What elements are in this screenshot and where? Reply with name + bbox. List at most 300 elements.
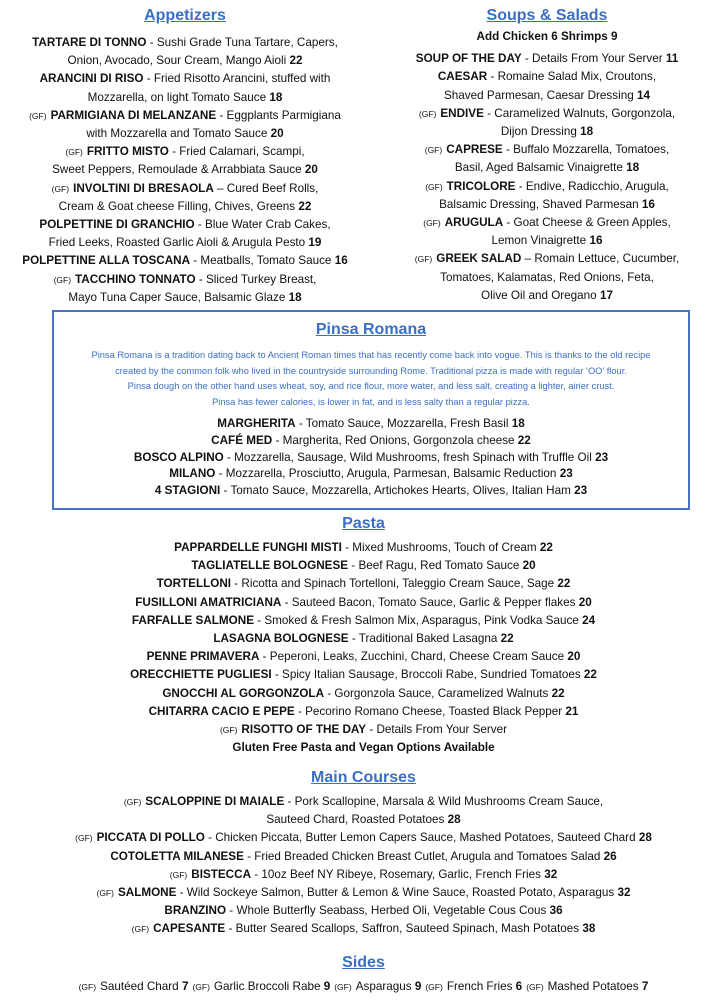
gluten-free-tag: (GF) (424, 145, 443, 156)
menu-item-line (372, 141, 722, 159)
menu-item-line (0, 666, 727, 684)
menu-item-name: INVOLTINI DI BRESAOLA (73, 181, 214, 195)
menu-item (0, 848, 727, 866)
menu-item-description: Goat Cheese & Green Apples, (513, 216, 671, 230)
menu-item-name: RISOTTO OF THE DAY (241, 723, 367, 737)
menu-item-price: 23 (595, 450, 609, 464)
menu-item-description: Spicy Italian Sausage, Broccoli Rabe, Sundried Tomatoes (282, 668, 581, 682)
menu-item (372, 214, 722, 250)
pinsa-romana-box (52, 310, 690, 510)
menu-item-description: Mixed Mushrooms, Touch of Cream (352, 541, 537, 554)
menu-item-separator: - (503, 216, 514, 230)
menu-item-description: Caramelized Walnuts, Gorgonzola, (494, 106, 676, 120)
menu-item (10, 107, 360, 143)
menu-item-price: 23 (574, 484, 588, 498)
menu-item-description: Mayo Tuna Caper Sauce, Balsamic Glaze (68, 290, 286, 304)
menu-item-price: 22 (551, 686, 565, 700)
menu-item-name: GREEK SALAD (436, 252, 522, 266)
pinsa-description (60, 348, 682, 410)
menu-item-description: Buffalo Mozzarella, Tomatoes, (513, 143, 670, 157)
menu-item-line (372, 232, 722, 250)
menu-item-price: 22 (539, 541, 553, 554)
pasta-section (0, 514, 727, 757)
pasta-list (0, 539, 727, 739)
pinsa-desc-line: Pinsa has fewer calories, is lower in fat, and is less salty than a regular pizza. (212, 396, 530, 407)
gluten-free-tag: (GF) (65, 147, 83, 158)
gluten-free-tag: (GF) (425, 982, 443, 992)
pinsa-desc-line: Pinsa dough on the other hand uses wheat, soy, and rice flour, more water, and less salt, creating a lighter, airier crust. (127, 381, 615, 391)
appetizers-heading: Appetizers (144, 7, 226, 24)
menu-item-price: 18 (580, 125, 594, 139)
menu-item-description: Ricotta and Spinach Tortelloni, Taleggio Cream Sauce, Sage (241, 577, 555, 591)
menu-item-separator: - (483, 106, 495, 120)
menu-item (10, 180, 360, 216)
menu-item-description: Sushi Grade Tuna Tartare, Capers, (156, 36, 338, 49)
menu-item-price: 22 (583, 668, 597, 682)
menu-item-description: Gorgonzola Sauce, Caramelized Walnuts (334, 686, 549, 700)
gluten-free-tag: (GF) (123, 797, 142, 807)
menu-item-price: 20 (578, 595, 592, 609)
menu-item-price: 32 (544, 867, 558, 881)
menu-item (10, 70, 360, 106)
menu-item-separator: – (213, 181, 227, 195)
menu-item-separator: - (216, 108, 227, 122)
menu-item-line (10, 70, 360, 88)
menu-item-name: BRANZINO (164, 904, 227, 918)
gluten-free-tag: (GF) (192, 982, 210, 992)
menu-item (0, 829, 727, 847)
menu-item-price: 20 (304, 163, 318, 177)
menu-item-separator: - (223, 450, 235, 464)
menu-item-description: Meatballs, Tomato Sauce (200, 254, 332, 268)
menu-item-line (372, 159, 722, 177)
menu-item-name: COTOLETTA MILANESE (110, 849, 244, 863)
menu-item (0, 539, 727, 557)
pinsa-list (54, 416, 688, 500)
gluten-free-tag: (GF) (169, 869, 188, 880)
menu-item-line (372, 87, 722, 105)
menu-item (0, 793, 727, 829)
menu-item-line (0, 721, 727, 739)
menu-item-separator: - (295, 417, 306, 430)
menu-item-line (10, 234, 360, 252)
menu-item (0, 648, 727, 666)
menu-item-line (10, 125, 360, 143)
menu-item-name: SOUP OF THE DAY (415, 52, 522, 66)
menu-item-description: Eggplants Parmigiana (226, 108, 341, 122)
menu-item (0, 703, 727, 721)
gluten-free-tag: (GF) (219, 725, 238, 736)
menu-item-separator: - (168, 145, 180, 159)
menu-item-description: Onion, Avocado, Sour Cream, Mango Aioli (67, 54, 287, 68)
menu-item-price: 14 (636, 88, 650, 102)
menu-item (0, 685, 727, 703)
menu-item-line (10, 252, 360, 270)
menu-item-line (10, 143, 360, 161)
side-name: French Fries (446, 980, 513, 993)
menu-item-price: 18 (626, 161, 640, 175)
sides-heading: Sides (342, 954, 385, 971)
menu-item-name: ENDIVE (440, 106, 484, 120)
menu-item-line (0, 811, 727, 829)
menu-item-line (10, 271, 360, 289)
menu-item-price: 21 (565, 704, 579, 718)
menu-item-name: ARANCINI DI RISO (39, 72, 144, 86)
menu-item-name: SCALOPPINE DI MAIALE (145, 795, 285, 808)
menu-item-description: Sweet Peppers, Remoulade & Arrabbiata Sauce (52, 163, 302, 177)
menu-item-description: Shaved Parmesan, Caesar Dressing (444, 88, 634, 102)
menu-item-name: 4 STAGIONI (154, 484, 221, 498)
side-item (334, 980, 421, 993)
menu-item-name: CHITARRA CACIO E PEPE (148, 704, 295, 718)
menu-item-separator: - (294, 704, 306, 718)
menu-item-separator: - (194, 218, 205, 232)
menu-item-line (54, 466, 688, 483)
menu-item-description: Lemon Vinaigrette (491, 234, 587, 248)
menu-item-separator: - (487, 70, 498, 84)
menu-item-line (10, 180, 360, 198)
menu-item-price: 18 (288, 290, 302, 304)
menu-item-line (10, 216, 360, 234)
menu-item-price: 19 (308, 236, 322, 250)
menu-item-name: PENNE PRIMAVERA (146, 650, 260, 664)
gluten-free-tag: (GF) (414, 254, 433, 265)
menu-item (0, 575, 727, 593)
menu-item-separator: - (251, 867, 262, 881)
menu-item (0, 721, 727, 739)
menu-item-line (372, 196, 722, 214)
menu-item-description: Tomato Sauce, Mozzarella, Fresh Basil (305, 417, 509, 430)
menu-item-description: Peperoni, Leaks, Zucchini, Chard, Cheese Cream Sauce (269, 650, 565, 664)
menu-item-name: ORECCHIETTE PUGLIESI (130, 668, 272, 682)
menu-item-line (372, 50, 722, 68)
side-item (425, 980, 522, 993)
menu-item-line (0, 612, 727, 630)
pinsa-heading: Pinsa Romana (315, 321, 427, 338)
menu-item-separator: - (225, 922, 236, 936)
menu-item (10, 216, 360, 252)
menu-item-separator: - (515, 179, 526, 193)
pinsa-desc-line: Pinsa Romana is a tradition dating back to Ancient Roman times that has recently come back into vogue. This is thanks to the old recipe (91, 350, 651, 360)
menu-item-price: 18 (511, 417, 525, 430)
menu-item-line (54, 416, 688, 433)
menu-item-price: 23 (559, 467, 573, 481)
side-name: Sautéed Chard (100, 980, 179, 993)
menu-item-description: 10oz Beef NY Ribeye, Rosemary, Garlic, French Fries (261, 867, 541, 881)
menu-item-price: 28 (447, 813, 461, 827)
appetizers-section (10, 6, 360, 307)
side-name: Mashed Potatoes (547, 980, 639, 993)
menu-item-separator: – (521, 252, 535, 266)
menu-item-name: CAFÉ MED (211, 433, 273, 447)
soups-salads-heading: Soups & Salads (486, 7, 608, 24)
menu-item-separator: - (190, 254, 201, 268)
pasta-heading: Pasta (342, 515, 385, 532)
menu-item-line (10, 161, 360, 179)
soups-salads-list (372, 50, 722, 305)
menu-item-price: 38 (582, 922, 596, 936)
menu-item-price: 28 (638, 831, 652, 845)
menu-item-line (0, 648, 727, 666)
menu-item-description: Pecorino Romano Cheese, Toasted Black Pepper (305, 704, 563, 718)
menu-item-price: 20 (522, 559, 536, 573)
menu-item-line (10, 198, 360, 216)
side-price: 7 (641, 980, 649, 993)
menu-item-separator: - (348, 632, 359, 646)
menu-item-price: 11 (665, 52, 679, 66)
menu-item-line (0, 594, 727, 612)
menu-item (54, 450, 688, 467)
menu-item-description: Fried Risotto Arancini, stuffed with (153, 72, 331, 86)
main-courses-section (0, 768, 727, 939)
menu-item (10, 143, 360, 179)
menu-item-price: 18 (269, 90, 283, 104)
side-name: Garlic Broccoli Rabe (213, 980, 321, 993)
menu-item-separator: - (143, 72, 154, 86)
menu-item (372, 68, 722, 104)
menu-item (0, 920, 727, 938)
pasta-note: Gluten Free Pasta and Vegan Options Available (232, 741, 495, 755)
menu-item-price: 24 (582, 613, 596, 627)
menu-item (0, 594, 727, 612)
gluten-free-tag: (GF) (29, 110, 47, 121)
menu-item-price: 26 (603, 849, 617, 863)
menu-item (0, 902, 727, 920)
menu-item-name: MILANO (169, 467, 216, 481)
menu-item-line (0, 703, 727, 721)
menu-item-price: 17 (599, 288, 613, 302)
menu-item-name: BOSCO ALPINO (133, 450, 224, 464)
menu-item-price: 36 (549, 904, 563, 918)
menu-item-line (54, 433, 688, 450)
menu-item-separator: - (341, 541, 353, 554)
pinsa-desc-line: created by the common folk who lived in the countryside surrounding Rome. Traditional pizza is made with regular ‘OO’ flour. (115, 365, 627, 376)
menu-item-line (0, 902, 727, 920)
menu-item-price: 20 (270, 127, 284, 141)
menu-item (0, 612, 727, 630)
menu-item-description: Romain Lettuce, Cucumber, (534, 252, 680, 266)
side-name: Asparagus (355, 980, 412, 993)
menu-item-line (54, 483, 688, 500)
menu-item-price: 22 (500, 632, 514, 646)
menu-item-separator: - (195, 272, 206, 286)
menu-item-line (372, 123, 722, 141)
menu-item-description: Tomato Sauce, Mozzarella, Artichokes Hearts, Olives, Italian Ham (230, 484, 571, 498)
menu-item-description: Details From Your Server (532, 52, 663, 66)
menu-item (372, 105, 722, 141)
side-price: 7 (181, 980, 189, 993)
menu-item-description: Cured Beef Rolls, (226, 181, 319, 195)
sides-section (0, 953, 727, 996)
menu-item-price: 16 (641, 197, 655, 211)
menu-item-separator: - (220, 484, 231, 498)
soups-salads-section (372, 6, 722, 305)
side-item (79, 980, 189, 993)
menu-item-line (0, 884, 727, 902)
menu-item-line (372, 214, 722, 232)
menu-item-description: Traditional Baked Lasagna (358, 632, 498, 646)
menu-item-line (372, 178, 722, 196)
menu-item-name: PARMIGIANA DI MELANZANE (50, 108, 217, 122)
menu-item-line (10, 34, 360, 52)
menu-item-line (0, 685, 727, 703)
menu-item-description: Basil, Aged Balsamic Vinaigrette (454, 161, 623, 175)
menu-item-name: LASAGNA BOLOGNESE (213, 632, 349, 646)
appetizers-list (10, 34, 360, 307)
menu-item (0, 866, 727, 884)
menu-item (372, 178, 722, 214)
menu-item-name: TORTELLONI (156, 577, 232, 591)
menu-item-name: SALMONE (117, 886, 177, 900)
menu-item-description: Tomatoes, Kalamatas, Red Onions, Feta, (440, 270, 654, 284)
menu-item-line (372, 105, 722, 123)
menu-item-description: Pork Scallopine, Marsala & Wild Mushrooms Cream Sauce, (294, 795, 604, 808)
main-courses-heading: Main Courses (311, 769, 416, 786)
menu-item-separator: - (215, 467, 226, 481)
menu-item (54, 433, 688, 450)
menu-item-description: Whole Butterfly Seabass, Herbed Oli, Vegetable Cous Cous (236, 904, 547, 918)
menu-item-name: CAPESANTE (153, 922, 226, 936)
menu-item-name: TARTARE DI TONNO (32, 36, 147, 49)
menu-item-line (372, 68, 722, 86)
menu-item-separator: - (204, 831, 216, 845)
gluten-free-tag: (GF) (423, 218, 441, 229)
menu-item (10, 271, 360, 307)
menu-item-separator: - (259, 650, 270, 664)
gluten-free-tag: (GF) (131, 924, 150, 935)
menu-item (0, 630, 727, 648)
menu-item-description: Margherita, Red Onions, Gorgonzola cheese (282, 433, 515, 447)
menu-item-description: Fried Breaded Chicken Breast Cutlet, Arugula and Tomatoes Salad (254, 849, 601, 863)
menu-item-name: TACCHINO TONNATO (75, 272, 196, 286)
sides-list (0, 978, 727, 996)
menu-item-line (10, 89, 360, 107)
menu-item-description: Romaine Salad Mix, Croutons, (497, 70, 657, 84)
menu-item-price: 22 (289, 54, 303, 68)
menu-item-price: 22 (517, 433, 531, 447)
menu-item-name: ARUGULA (444, 216, 504, 230)
soups-addons: Add Chicken 6 Shrimps 9 (476, 30, 618, 43)
menu-item-description: with Mozzarella and Tomato Sauce (86, 127, 268, 141)
menu-item-separator: - (324, 686, 335, 700)
menu-item-separator: - (226, 904, 237, 918)
side-price: 9 (323, 980, 331, 993)
menu-item-description: Balsamic Dressing, Shaved Parmesan (439, 197, 639, 211)
menu-item-separator: - (272, 433, 283, 447)
side-item (526, 980, 648, 993)
gluten-free-tag: (GF) (418, 108, 437, 119)
menu-item-name: CAPRESE (446, 143, 503, 157)
side-price: 6 (515, 980, 523, 993)
gluten-free-tag: (GF) (51, 183, 70, 194)
menu-item-description: Fried Calamari, Scampi, (179, 145, 305, 159)
menu-item-line (0, 539, 727, 557)
menu-item-line (0, 575, 727, 593)
menu-item-separator: - (521, 52, 533, 66)
menu-item-description: Smoked & Fresh Salmon Mix, Asparagus, Pink Vodka Sauce (264, 613, 579, 627)
menu-item-price: 22 (298, 199, 312, 213)
menu-item-line (0, 920, 727, 938)
menu-item-separator: - (271, 668, 283, 682)
menu-item-separator: - (176, 886, 187, 900)
menu-item (54, 466, 688, 483)
menu-item-line (0, 829, 727, 847)
menu-item (0, 884, 727, 902)
menu-item-description: Endive, Radicchio, Arugula, (525, 179, 669, 193)
menu-item-description: Details From Your Server (376, 723, 508, 737)
menu-item (372, 250, 722, 305)
menu-item-separator: - (284, 795, 295, 808)
menu-item-description: Dijon Dressing (500, 125, 577, 139)
menu-item-line (0, 557, 727, 575)
menu-item (372, 50, 722, 68)
menu-item-name: FRITTO MISTO (86, 145, 169, 159)
menu-item-line (372, 287, 722, 305)
menu-item-name: BISTECCA (191, 867, 252, 881)
menu-item (372, 141, 722, 177)
menu-item-price: 20 (567, 650, 581, 664)
menu-item-name: FARFALLE SALMONE (131, 613, 254, 627)
gluten-free-tag: (GF) (425, 181, 443, 192)
menu-item (54, 483, 688, 500)
menu-item-name: TRICOLORE (446, 179, 516, 193)
menu-item-separator: - (281, 595, 292, 609)
menu-item (0, 666, 727, 684)
menu-item (54, 416, 688, 433)
menu-item-separator: - (243, 849, 255, 863)
menu-item-line (0, 793, 727, 811)
menu-item-description: Fried Leeks, Roasted Garlic Aioli & Arugula Pesto (48, 236, 306, 250)
menu-item-description: Blue Water Crab Cakes, (205, 218, 331, 232)
menu-item-name: PAPPARDELLE FUNGHI MISTI (174, 541, 342, 554)
menu-item-description: Sauteed Chard, Roasted Potatoes (266, 813, 445, 827)
menu-item (10, 252, 360, 270)
menu-item-description: Sauteed Bacon, Tomato Sauce, Garlic & Pepper flakes (291, 595, 576, 609)
menu-item-description: Mozzarella, Prosciutto, Arugula, Parmesan, Balsamic Reduction (225, 467, 557, 481)
menu-item-separator: - (366, 723, 377, 737)
menu-item-description: Olive Oil and Oregano (481, 288, 597, 302)
menu-item-price: 32 (617, 886, 631, 900)
menu-item-separator: - (231, 577, 242, 591)
menu-item (0, 557, 727, 575)
gluten-free-tag: (GF) (53, 274, 72, 285)
menu-item-name: FUSILLONI AMATRICIANA (135, 595, 282, 609)
menu-item-line (372, 269, 722, 287)
menu-item-price: 16 (334, 254, 348, 268)
gluten-free-tag: (GF) (75, 833, 93, 844)
menu-item-description: Sliced Turkey Breast, (205, 272, 317, 286)
menu-item-line (10, 107, 360, 125)
menu-item-price: 16 (589, 234, 603, 248)
gluten-free-tag: (GF) (96, 888, 114, 899)
menu-item-separator: - (254, 613, 265, 627)
menu-item-description: Beef Ragu, Red Tomato Sauce (358, 559, 520, 573)
menu-item-name: CAESAR (437, 70, 488, 84)
main-courses-list (0, 793, 727, 939)
gluten-free-tag: (GF) (526, 982, 544, 992)
menu-item-name: POLPETTINE ALLA TOSCANA (22, 254, 191, 268)
menu-item-line (0, 848, 727, 866)
menu-item-separator: - (146, 36, 157, 49)
menu-item-description: Butter Seared Scallops, Saffron, Sauteed Spinach, Mash Potatoes (235, 922, 580, 936)
menu-item-description: Wild Sockeye Salmon, Butter & Lemon & Wine Sauce, Roasted Potato, Asparagus (186, 886, 615, 900)
menu-item-name: GNOCCHI AL GORGONZOLA (162, 686, 325, 700)
menu-item-name: PICCATA DI POLLO (96, 831, 205, 845)
menu-item-line (0, 866, 727, 884)
gluten-free-tag: (GF) (78, 982, 97, 992)
side-item (192, 980, 330, 993)
menu-item-description: Mozzarella, on light Tomato Sauce (87, 90, 267, 104)
